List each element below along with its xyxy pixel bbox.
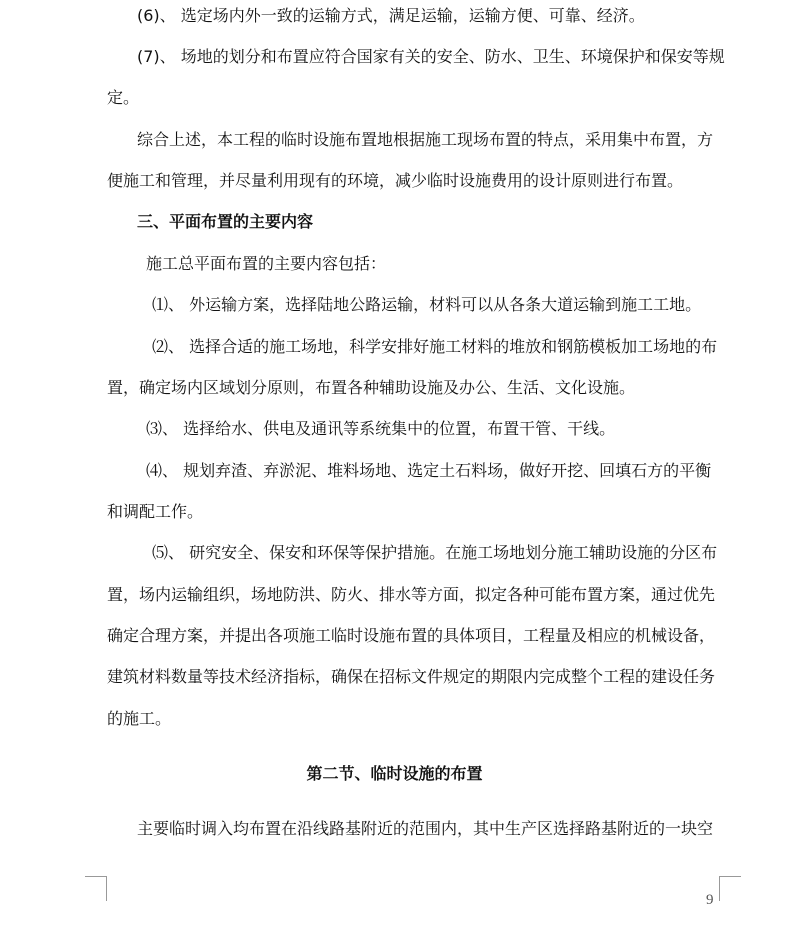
- paragraph-line-summary-cont: 便施工和管理，并尽量利用现有的环境，减少临时设施费用的设计原则进行布置。: [107, 171, 684, 190]
- paragraph-line-temporary-facilities: 主要临时调入均布置在沿线路基附近的范围内，其中生产区选择路基附近的一块空: [137, 819, 714, 838]
- list-item-5-cont-4: 的施工。: [107, 709, 172, 728]
- list-item-3: ⑶、 选择给水、供电及通讯等系统集中的位置，布置干管、干线。: [146, 419, 616, 438]
- paragraph-line-item-6: (6)、 选定场内外一致的运输方式，满足运输，运输方便、可靠、经济。: [137, 6, 645, 25]
- list-item-5: ⑸、 研究安全、保安和环保等保护措施。在施工场地划分施工辅助设施的分区布: [152, 543, 718, 562]
- paragraph-line-item-7: (7)、 场地的划分和布置应符合国家有关的安全、防水、卫生、环境保护和保安等规: [137, 47, 725, 66]
- page-corner-marker-right: [719, 876, 741, 901]
- list-item-5-cont-3: 建筑材料数量等技术经济指标，确保在招标文件规定的期限内完成整个工程的建设任务: [107, 667, 716, 686]
- paragraph-line-item-7-cont: 定。: [107, 88, 140, 107]
- section-heading: 三、平面布置的主要内容: [137, 212, 314, 231]
- list-item-4-cont: 和调配工作。: [107, 502, 204, 521]
- list-item-5-cont-2: 确定合理方案，并提出各项施工临时设施布置的具体项目，工程量及相应的机械设备，: [107, 626, 716, 645]
- list-item-2-cont: 置，确定场内区域划分原则，布置各种辅助设施及办公、生活、文化设施。: [107, 378, 636, 397]
- list-item-5-cont-1: 置，场内运输组织，场地防洪、防火、排水等方面，拟定各种可能布置方案，通过优先: [107, 585, 716, 604]
- paragraph-line-intro: 施工总平面布置的主要内容包括：: [146, 254, 387, 273]
- list-item-2: ⑵、 选择合适的施工场地，科学安排好施工材料的堆放和钢筋模板加工场地的布: [152, 337, 718, 356]
- page-number: 9: [706, 892, 714, 908]
- paragraph-line-summary: 综合上述，本工程的临时设施布置地根据施工现场布置的特点，采用集中布置，方: [137, 130, 714, 149]
- list-item-1: ⑴、 外运输方案，选择陆地公路运输，材料可以从各条大道运输到施工工地。: [152, 295, 702, 314]
- list-item-4: ⑷、 规划弃渣、弃淤泥、堆料场地、选定土石料场，做好开挖、回填石方的平衡: [146, 461, 712, 480]
- page-corner-marker-left: [85, 876, 107, 901]
- chapter-heading: 第二节、临时设施的布置: [306, 764, 483, 783]
